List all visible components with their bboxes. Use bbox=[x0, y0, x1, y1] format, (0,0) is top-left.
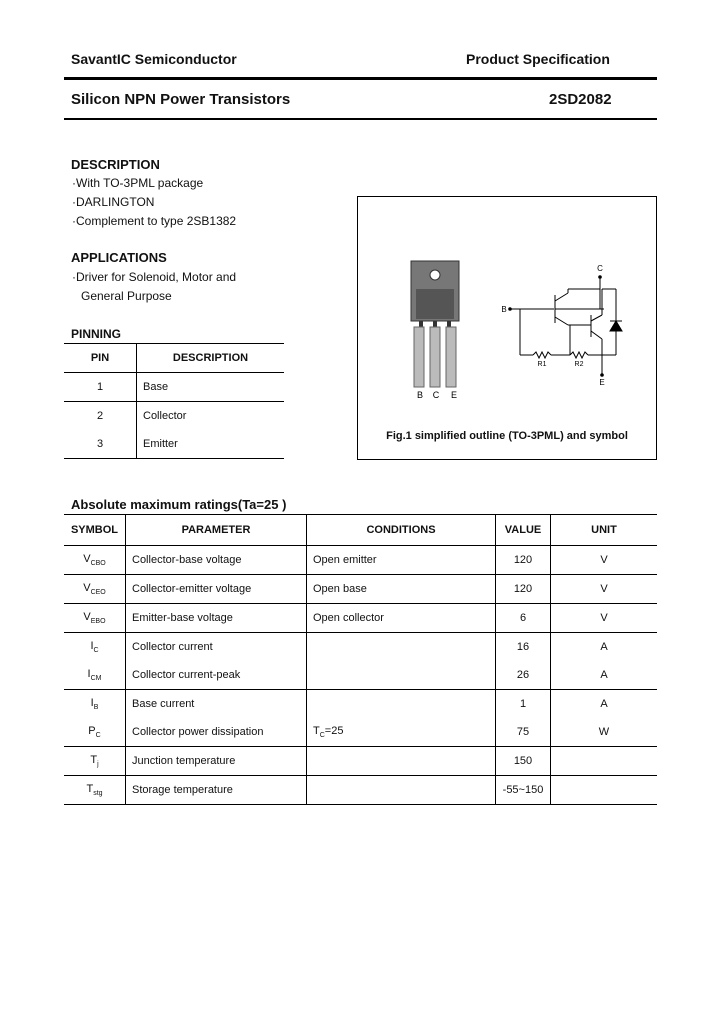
symbol-letter: V bbox=[83, 552, 91, 565]
condition-subscript: C bbox=[319, 732, 325, 740]
table-row bbox=[64, 373, 284, 402]
symbol-cell bbox=[64, 575, 126, 604]
value-cell: 6 bbox=[496, 604, 551, 633]
figure-caption: Fig.1 simplified outline (TO-3PML) and symbol bbox=[386, 430, 628, 442]
parameter-cell: Collector-base voltage bbox=[126, 546, 307, 575]
description-item: ·DARLINGTON bbox=[72, 195, 155, 209]
column-header: CONDITIONS bbox=[307, 515, 496, 546]
symbol-subscript: CBO bbox=[90, 560, 106, 568]
doc-type: Product Specification bbox=[466, 51, 610, 67]
table-row bbox=[64, 718, 657, 747]
unit-cell: V bbox=[600, 554, 608, 566]
pin-letter: C bbox=[432, 390, 440, 400]
company-name: SavantIC Semiconductor bbox=[71, 51, 237, 67]
collector-label: C bbox=[597, 264, 603, 273]
unit-cell: A bbox=[600, 669, 608, 681]
unit-cell bbox=[551, 776, 658, 805]
application-item: ·Driver for Solenoid, Motor and bbox=[72, 270, 237, 284]
conditions-cell bbox=[307, 747, 496, 776]
condition-text: =25 bbox=[324, 724, 344, 737]
value-cell: 120 bbox=[496, 575, 551, 604]
part-number: 2SD2082 bbox=[549, 91, 612, 108]
condition-text: Open emitter bbox=[313, 554, 377, 566]
value-cell: 26 bbox=[496, 661, 551, 690]
package-outline bbox=[411, 261, 459, 387]
condition-text: Open base bbox=[313, 583, 367, 595]
pin-description: Base bbox=[143, 381, 169, 393]
pinning-table bbox=[64, 343, 284, 459]
title-rule bbox=[64, 118, 657, 120]
parameter-cell: Collector current-peak bbox=[126, 661, 307, 690]
symbol-subscript: stg bbox=[93, 790, 103, 798]
unit-cell: V bbox=[600, 583, 608, 595]
value-cell: 150 bbox=[496, 747, 551, 776]
value-cell: 16 bbox=[496, 633, 551, 662]
collector-node bbox=[598, 275, 602, 279]
table-row bbox=[64, 575, 657, 604]
pin-description: Collector bbox=[143, 410, 187, 422]
parameter-cell: Collector power dissipation bbox=[126, 718, 307, 747]
table-row bbox=[64, 747, 657, 776]
pin-number: 2 bbox=[64, 402, 137, 431]
symbol-subscript: CEO bbox=[90, 589, 106, 597]
column-header: PIN bbox=[64, 344, 137, 373]
pin-description: Emitter bbox=[143, 438, 178, 450]
table-row bbox=[64, 604, 657, 633]
conditions-cell bbox=[307, 776, 496, 805]
symbol-cell bbox=[64, 776, 126, 805]
parameter-cell: Storage temperature bbox=[126, 776, 307, 805]
column-header: DESCRIPTION bbox=[172, 352, 249, 364]
symbol-letter: I bbox=[90, 696, 94, 709]
conditions-cell bbox=[307, 575, 496, 604]
table-row bbox=[64, 690, 657, 719]
description-item: ·With TO-3PML package bbox=[72, 176, 204, 190]
symbol-subscript: C bbox=[93, 647, 99, 655]
table-row bbox=[64, 661, 657, 690]
header-rule bbox=[64, 77, 657, 80]
pin-letter: E bbox=[450, 390, 458, 400]
conditions-cell bbox=[307, 604, 496, 633]
column-header: PARAMETER bbox=[126, 515, 307, 546]
parameter-cell: Emitter-base voltage bbox=[126, 604, 307, 633]
symbol-cell bbox=[64, 604, 126, 633]
r2-label: R2 bbox=[574, 361, 584, 368]
table-row bbox=[64, 402, 284, 431]
value-cell: 1 bbox=[496, 690, 551, 719]
symbol-cell bbox=[64, 718, 126, 747]
parameter-cell: Base current bbox=[126, 690, 307, 719]
symbol-subscript: j bbox=[97, 761, 99, 769]
description-item: ·Complement to type 2SB1382 bbox=[72, 214, 237, 228]
conditions-cell bbox=[307, 690, 496, 719]
table-header-row bbox=[64, 515, 657, 546]
emitter-label: E bbox=[599, 378, 605, 387]
symbol-subscript: C bbox=[95, 732, 101, 740]
parameter-cell: Junction temperature bbox=[126, 747, 307, 776]
application-item: General Purpose bbox=[81, 289, 172, 303]
symbol-cell bbox=[64, 747, 126, 776]
unit-cell: A bbox=[600, 641, 608, 653]
emitter-node bbox=[600, 373, 604, 377]
symbol-subscript: B bbox=[93, 704, 99, 712]
symbol-subscript: EBO bbox=[90, 618, 106, 626]
symbol-letter: I bbox=[87, 667, 91, 680]
symbol-cell bbox=[64, 661, 126, 690]
conditions-cell bbox=[307, 718, 496, 747]
symbol-cell bbox=[64, 546, 126, 575]
value-cell: 120 bbox=[496, 546, 551, 575]
pin-number: 1 bbox=[64, 373, 137, 402]
conditions-cell bbox=[307, 633, 496, 662]
pin-number: 3 bbox=[64, 430, 137, 459]
figure-drawing bbox=[358, 197, 656, 459]
table-header-row bbox=[64, 344, 284, 373]
table-row bbox=[64, 430, 284, 459]
parameter-cell: Collector-emitter voltage bbox=[126, 575, 307, 604]
pinning-heading: PINNING bbox=[71, 327, 122, 341]
symbol-subscript: CM bbox=[90, 675, 102, 683]
condition-text: T bbox=[313, 724, 320, 737]
symbol-letter: T bbox=[86, 782, 94, 795]
symbol-cell bbox=[64, 633, 126, 662]
conditions-cell bbox=[307, 546, 496, 575]
symbol-cell bbox=[64, 690, 126, 719]
symbol-letter: V bbox=[83, 581, 91, 594]
column-header: UNIT bbox=[591, 524, 617, 536]
symbol-letter: I bbox=[90, 639, 94, 652]
unit-cell: W bbox=[598, 726, 610, 738]
darlington-symbol bbox=[510, 277, 622, 375]
pin-letter: B bbox=[416, 390, 424, 400]
symbol-letter: P bbox=[88, 724, 96, 737]
unit-cell: A bbox=[600, 698, 608, 710]
value-cell: 75 bbox=[496, 718, 551, 747]
applications-heading: APPLICATIONS bbox=[71, 250, 167, 265]
condition-text: Open collector bbox=[313, 612, 384, 624]
symbol-letter: V bbox=[83, 610, 91, 623]
table-row bbox=[64, 776, 657, 805]
base-label: B bbox=[501, 305, 507, 314]
column-header: SYMBOL bbox=[64, 515, 126, 546]
parameter-cell: Collector current bbox=[126, 633, 307, 662]
ratings-table bbox=[64, 514, 657, 805]
column-header: VALUE bbox=[496, 515, 551, 546]
product-line: Silicon NPN Power Transistors bbox=[71, 91, 291, 108]
base-node bbox=[508, 307, 512, 311]
description-heading: DESCRIPTION bbox=[71, 157, 160, 172]
applications-list bbox=[72, 268, 236, 306]
r1-label: R1 bbox=[537, 361, 547, 368]
description-list bbox=[72, 174, 236, 231]
figure-box bbox=[357, 196, 657, 460]
table-row bbox=[64, 546, 657, 575]
conditions-cell bbox=[307, 661, 496, 690]
table-row bbox=[64, 633, 657, 662]
unit-cell bbox=[551, 747, 658, 776]
value-cell: -55~150 bbox=[496, 776, 551, 805]
unit-cell: V bbox=[600, 612, 608, 624]
symbol-letter: T bbox=[90, 753, 98, 766]
ratings-heading: Absolute maximum ratings(Ta=25 ) bbox=[71, 497, 287, 512]
